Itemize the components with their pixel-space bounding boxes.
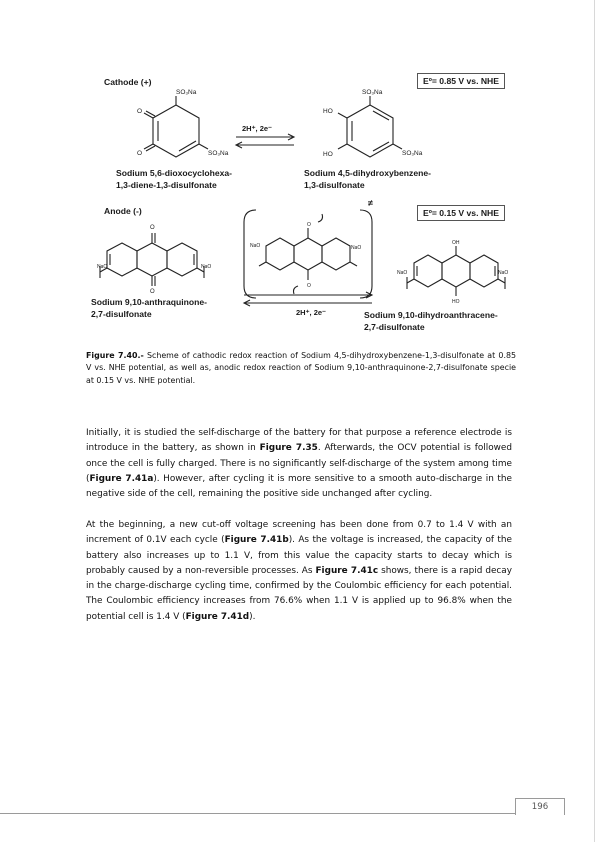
cathode-reagent-name-2: 1,3-diene-1,3-disulfonate xyxy=(116,180,217,190)
cathode-reagent-structure xyxy=(144,96,208,157)
atom-label-o: O xyxy=(307,222,311,228)
atom-label-so3na: SO₃Na xyxy=(176,89,197,96)
body-paragraph-2 xyxy=(86,518,512,625)
atom-label-o: O xyxy=(150,225,155,231)
transition-state-mark: ≠ xyxy=(368,198,373,208)
figure-reference: Figure 7.35 xyxy=(259,443,318,454)
figure-reference: Figure 7.41c xyxy=(315,565,379,576)
figure-reference: Figure 7.41b xyxy=(224,535,289,546)
cathode-label: Cathode (+) xyxy=(104,77,152,87)
anode-product-structure xyxy=(407,246,505,296)
atom-label-ho: HO xyxy=(323,108,333,115)
atom-label-nao: NaO xyxy=(201,264,212,270)
atom-label-nao: NaO xyxy=(97,264,108,270)
anode-potential-box: Eº= 0.15 V vs. NHE xyxy=(417,205,505,221)
atom-label-o: O xyxy=(137,108,143,115)
cathode-product-name-1: Sodium 4,5-dihydroxybenzene- xyxy=(304,168,432,178)
anode-reagent-structure xyxy=(100,233,204,286)
atom-label-so3na: SO₃Na xyxy=(402,150,423,157)
body-paragraph-1 xyxy=(86,426,512,502)
paragraph-text: Initially, it is studied the self-discharge of the battery for that purpose a reference electrode is introduce in the battery, as shown in xyxy=(86,428,512,454)
figure-caption-label: Figure 7.40.- xyxy=(86,351,144,360)
atom-label-o: O xyxy=(307,283,311,289)
atom-label-o: O xyxy=(137,150,143,157)
figure-reference: Figure 7.41d xyxy=(185,611,250,622)
reaction-scheme-figure xyxy=(0,0,595,345)
atom-label-o: O xyxy=(150,289,155,295)
atom-label-nao: NaO xyxy=(498,270,509,276)
atom-label-ho: HO xyxy=(323,151,333,158)
anode-label: Anode (-) xyxy=(104,206,142,216)
paragraph-text: ). As the voltage is increased, the capacity of the battery also increases up to 1.1 V, from this value the capacity starts to decay which is probably caused by a non-reversible processes. As xyxy=(86,535,513,576)
cathode-potential-box: Eº= 0.85 V vs. NHE xyxy=(417,73,505,89)
atom-label-oh: OH xyxy=(452,240,460,246)
anode-arrow-label: 2H⁺, 2e⁻ xyxy=(296,308,327,317)
anode-product-name-2: 2,7-disulfonate xyxy=(364,322,425,332)
cathode-product-structure xyxy=(338,96,402,157)
anode-product-name-1: Sodium 9,10-dihydroanthracene- xyxy=(364,310,498,320)
figure-caption xyxy=(86,350,516,387)
atom-label-nao: NaO xyxy=(250,243,261,249)
figure-caption-text: Scheme of cathodic redox reaction of Sodium 4,5-dihydroxybenzene-1,3-disulfonate at 0.85 V vs. NHE potential, as well as, anodic redox reaction of Sodium 9,10-anthraquinone-2,7-disulfonate specie at 0.15 V vs. NHE potential. xyxy=(86,351,516,385)
figure-reference: Figure 7.41a xyxy=(89,473,154,484)
cathode-equilibrium-arrows xyxy=(236,134,294,148)
cathode-product-name-2: 1,3-disulfonate xyxy=(304,180,365,190)
footer-rule xyxy=(0,813,515,814)
paragraph-text: ). However, after cycling it is more sensitive to a smooth auto-discharge in the negative side of the cell, remaining the positive side unchanged after cycling. xyxy=(86,473,512,500)
anode-reagent-name-2: 2,7-disulfonate xyxy=(91,309,152,319)
atom-label-so3na: SO₃Na xyxy=(208,150,229,157)
anode-reagent-name-1: Sodium 9,10-anthraquinone- xyxy=(91,297,208,307)
paragraph-text: ). xyxy=(249,611,256,622)
paragraph-text: At the beginning, a new cut-off voltage screening has been done from 0.7 to 1.4 V with an increment of 0.1V each cycle ( xyxy=(86,520,512,546)
anode-equilibrium-arrows xyxy=(244,292,372,306)
paragraph-text: shows, there is a rapid decay in the charge-discharge cycling time, confirmed by the Coulombic efficiency for each potential. The Coulombic efficiency increases from 76.6% when 1.1 V is applied up to 96.8% when the potential cell is 1.4 V ( xyxy=(86,565,512,622)
atom-label-nao: NaO xyxy=(397,270,408,276)
atom-label-ho: HO xyxy=(452,299,460,305)
scheme-drawing xyxy=(0,0,595,345)
cathode-arrow-label: 2H⁺, 2e⁻ xyxy=(242,124,273,133)
atom-label-nao: NaO xyxy=(351,245,362,251)
cathode-reagent-name-1: Sodium 5,6-dioxocyclohexa- xyxy=(116,168,233,178)
page-number: 196 xyxy=(515,798,565,815)
atom-label-so3na: SO₃Na xyxy=(362,89,383,96)
paragraph-text: . Afterwards, the OCV potential is followed once the cell is fully charged. There is no significantly self-discharge of the system among time ( xyxy=(86,443,513,484)
